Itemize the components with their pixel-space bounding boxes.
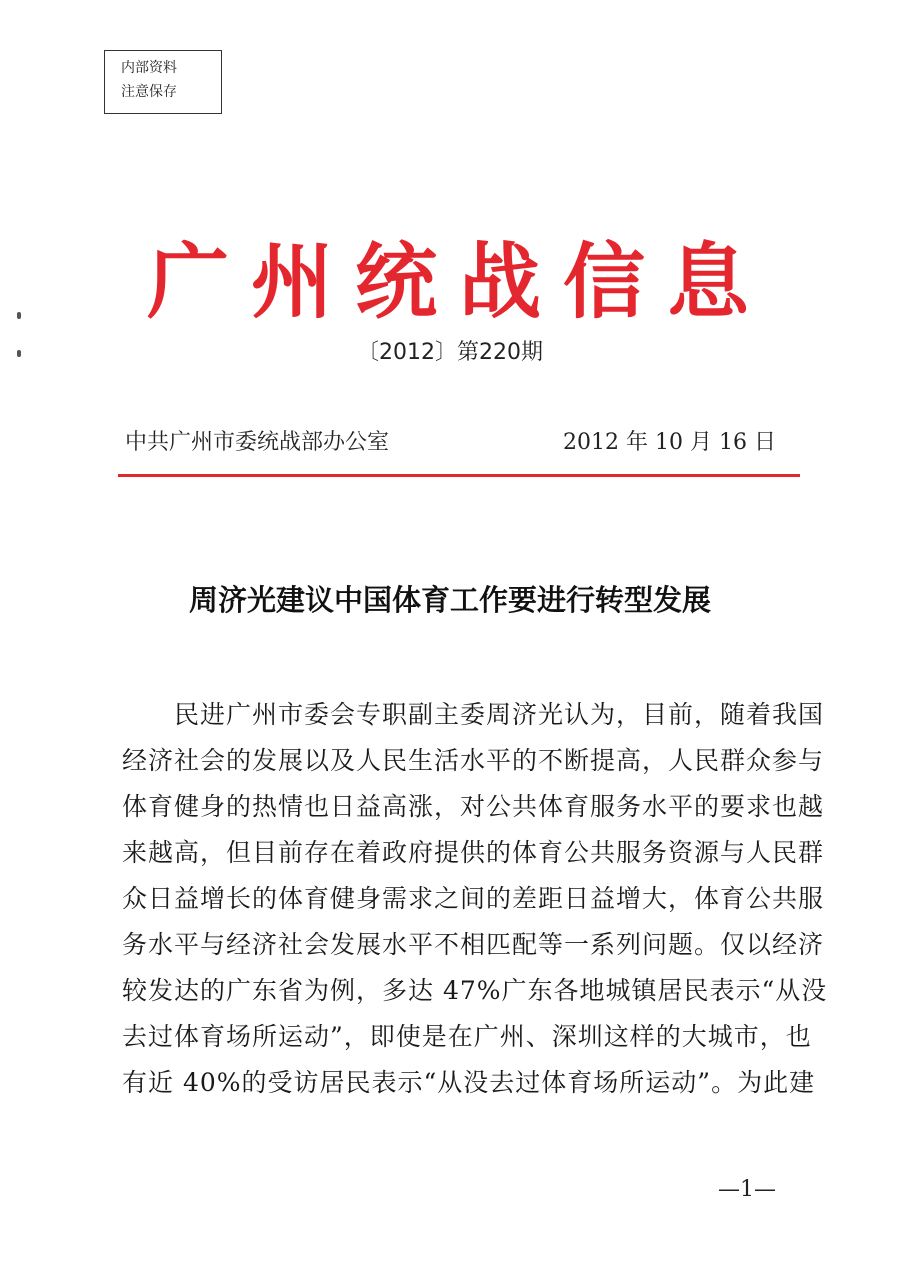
body-line: 民进广州市委会专职副主委周济光认为，目前，随着我国: [174, 700, 825, 729]
issue-date: 2012 年 10 月 16 日: [563, 430, 776, 455]
masthead-title: 广州统战信息: [146, 234, 771, 330]
stamp-line-1: 内部资料: [121, 60, 177, 76]
article-body: [122, 692, 828, 1106]
binding-hole-mark: [17, 350, 21, 357]
body-line: 经济社会的发展以及人民生活水平的不断提高，人民群众参与: [122, 746, 825, 775]
binding-hole-mark: [17, 312, 21, 319]
issuer: 中共广州市委统战部办公室: [125, 430, 390, 455]
stamp-line-2: 注意保存: [121, 84, 177, 100]
body-line: 来越高，但目前存在着政府提供的体育公共服务资源与人民群: [122, 838, 825, 867]
body-line: 体育健身的热情也日益高涨，对公共体育服务水平的要求也越: [122, 792, 825, 821]
body-line: 较发达的广东省为例，多达 47%广东各地城镇居民表示“从没: [122, 976, 828, 1005]
body-line: 有近 40%的受访居民表示“从没去过体育场所运动”。为此建: [122, 1068, 816, 1097]
body-line: 去过体育场所运动”，即使是在广州、深圳这样的大城市，也: [122, 1022, 812, 1051]
article-headline: 周济光建议中国体育工作要进行转型发展: [188, 583, 711, 617]
page-number: —1—: [718, 1177, 776, 1202]
issue-number: 〔2012〕第220期: [357, 340, 543, 365]
red-divider: [118, 474, 800, 477]
body-line: 务水平与经济社会发展水平不相匹配等一系列问题。仅以经济: [122, 930, 825, 959]
body-line: 众日益增长的体育健身需求之间的差距日益增大，体育公共服: [122, 884, 825, 913]
confidentiality-stamp: [104, 50, 222, 114]
